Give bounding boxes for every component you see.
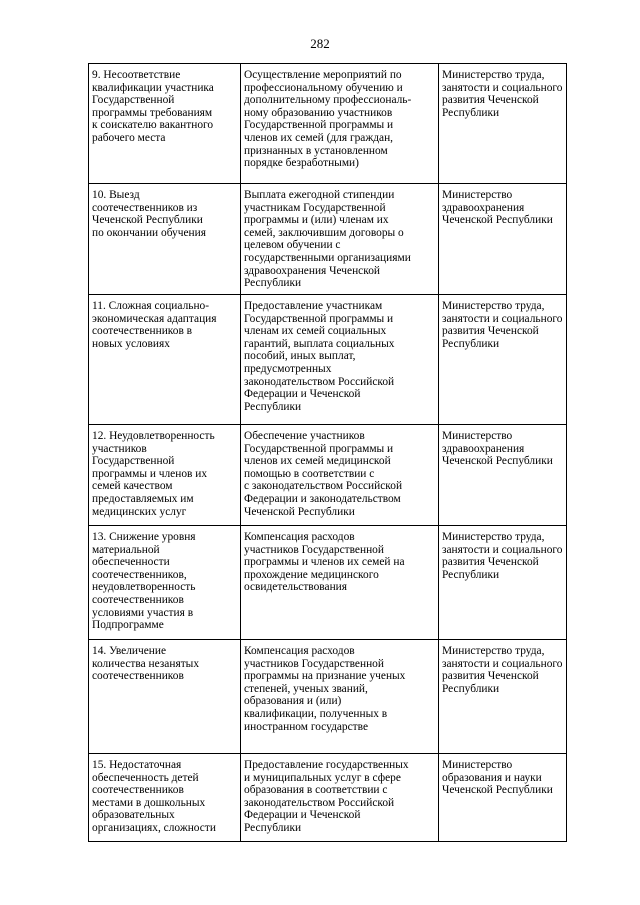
measure-cell (241, 295, 439, 425)
table-row (89, 640, 567, 754)
cell-text-line: с законодательством Российской (244, 480, 403, 493)
page-number: 282 (310, 36, 330, 51)
table-row (89, 526, 567, 640)
cell-text-line: Федерации и Чеченской (244, 809, 361, 822)
cell-text-line: 9. Несоответствие (92, 69, 181, 81)
cell-text-line: медицинских услуг (92, 505, 187, 518)
cell-text-line: к соискателю вакантного (92, 119, 214, 132)
cell-text-line: Чеченской Республики (442, 455, 553, 468)
cell-text-line: помощью в соответствии с (244, 467, 375, 480)
cell-text-line: Государственной программы и (244, 119, 394, 132)
cell-text-line: Министерство (442, 430, 513, 442)
cell-text-line: Государственной программы и (244, 312, 394, 325)
risk-cell (89, 295, 241, 425)
cell-text-line: Министерство труда, (442, 300, 545, 312)
cell-text-line: членов их семей медицинской (244, 455, 391, 468)
measure-cell (241, 64, 439, 184)
cell-text-line: новых условиях (92, 337, 170, 350)
cell-text-line: занятости и социального (442, 81, 563, 94)
cell-text-line: Республики (244, 277, 302, 290)
cell-text-line: развития Чеченской (442, 94, 539, 107)
cell-text-line: участников Государственной (244, 657, 384, 670)
executor-cell (439, 184, 567, 295)
table-row (89, 295, 567, 425)
cell-text-line: Федерации и Чеченской (244, 388, 361, 401)
cell-text-line: количества незанятых (92, 657, 200, 670)
cell-text-line: по окончании обучения (92, 226, 206, 239)
measure-cell (241, 640, 439, 754)
cell-text-line: прохождение медицинского (244, 568, 379, 581)
executor-cell (439, 425, 567, 526)
cell-text-line: Федерации и законодательством (244, 492, 401, 505)
cell-text-line: Республики (442, 337, 500, 350)
cell-text-line: Министерство труда, (442, 645, 545, 657)
cell-text-line: программы и членов их (92, 467, 208, 480)
cell-text-line: Подпрограмме (92, 619, 164, 632)
table-row (89, 64, 567, 184)
cell-text-line: здравоохранения (442, 201, 525, 214)
measure-cell (241, 526, 439, 640)
cell-text-line: организациях, сложности (92, 821, 216, 834)
cell-text-line: 12. Неудовлетворенность (92, 430, 215, 442)
cell-text-line: условиями участия в (92, 606, 194, 619)
risk-cell (89, 526, 241, 640)
cell-text-line: признанных в установленном (244, 144, 388, 157)
cell-text-line: местами в дошкольных (92, 796, 206, 809)
cell-text-line: образовательных (92, 809, 175, 822)
cell-text-line: семей качеством (92, 480, 173, 493)
cell-text-line: Чеченской Республики (92, 214, 203, 227)
cell-text-line: занятости и социального (442, 543, 563, 556)
cell-text-line: участников (92, 442, 147, 455)
cell-text-line: занятости и социального (442, 657, 563, 670)
cell-text-line: здравоохранения Чеченской (244, 264, 380, 277)
cell-text-line: степеней, ученых званий, (244, 682, 368, 695)
executor-cell (439, 526, 567, 640)
cell-text-line: предусмотренных (244, 362, 332, 375)
cell-text-line: обеспеченность детей (92, 771, 199, 784)
cell-text-line: Министерство труда, (442, 531, 545, 543)
cell-text-line: 15. Недостаточная (92, 759, 182, 771)
cell-text-line: Министерство труда, (442, 69, 545, 81)
cell-text-line: образования в соответствии с (244, 784, 388, 797)
cell-text-line: соотечественников (92, 670, 184, 683)
cell-text-line: развития Чеченской (442, 670, 539, 683)
cell-text-line: Министерство (442, 759, 513, 771)
cell-text-line: порядке безработными) (244, 157, 359, 170)
cell-text-line: иностранном государстве (244, 720, 369, 733)
cell-text-line: предоставляемых им (92, 492, 194, 505)
cell-text-line: 11. Сложная социально- (92, 300, 210, 312)
cell-text-line: Компенсация расходов (244, 645, 355, 657)
cell-text-line: занятости и социального (442, 312, 563, 325)
cell-text-line: соотечественников, (92, 568, 187, 581)
cell-text-line: Чеченской Республики (244, 505, 355, 518)
cell-text-line: программы и членов их семей на (244, 556, 405, 569)
cell-text-line: Республики (442, 568, 500, 581)
executor-cell (439, 754, 567, 842)
cell-text-line: семей, заключившим договоры о (244, 226, 404, 239)
cell-text-line: членам их семей социальных (244, 325, 387, 338)
executor-cell (439, 640, 567, 754)
risk-cell (89, 640, 241, 754)
cell-text-line: соотечественников (92, 593, 184, 606)
cell-text-line: программы на признание ученых (244, 670, 406, 683)
cell-text-line: целевом обучении с (244, 239, 341, 252)
table-row (89, 425, 567, 526)
cell-text-line: Осуществление мероприятий по (244, 69, 402, 81)
cell-text-line: Государственной (92, 94, 175, 107)
cell-text-line: 13. Снижение уровня (92, 531, 196, 543)
cell-text-line: Министерство (442, 189, 513, 201)
cell-text-line: гарантий, выплата социальных (244, 337, 395, 350)
risk-cell (89, 425, 241, 526)
cell-text-line: развития Чеченской (442, 325, 539, 338)
cell-text-line: экономическая адаптация (92, 312, 217, 325)
cell-text-line: участникам Государственной (244, 201, 386, 214)
cell-text-line: Республики (442, 106, 500, 119)
cell-text-line: государственными организациями (244, 251, 411, 264)
cell-text-line: освидетельствования (244, 581, 348, 594)
cell-text-line: квалификации участника (92, 81, 214, 94)
risk-cell (89, 754, 241, 842)
cell-text-line: профессиональному обучению и (244, 81, 403, 94)
cell-text-line: Предоставление участникам (244, 300, 383, 312)
cell-text-line: развития Чеченской (442, 556, 539, 569)
cell-text-line: Республики (244, 400, 302, 413)
cell-text-line: Чеченской Республики (442, 214, 553, 227)
cell-text-line: и муниципальных услуг в сфере (244, 771, 401, 784)
cell-text-line: обеспеченности (92, 556, 170, 569)
risk-cell (89, 184, 241, 295)
cell-text-line: законодательством Российской (244, 796, 395, 809)
table-row (89, 184, 567, 295)
cell-text-line: рабочего места (92, 131, 166, 144)
executor-cell (439, 64, 567, 184)
table-row (89, 754, 567, 842)
cell-text-line: образования и (или) (244, 695, 342, 708)
measure-cell (241, 754, 439, 842)
cell-text-line: образования и науки (442, 771, 542, 784)
cell-text-line: Государственной (92, 455, 175, 468)
measure-cell (241, 184, 439, 295)
cell-text-line: членов их семей (для граждан, (244, 131, 394, 144)
cell-text-line: 14. Увеличение (92, 645, 167, 657)
cell-text-line: участников Государственной (244, 543, 384, 556)
measure-cell (241, 425, 439, 526)
cell-text-line: Чеченской Республики (442, 784, 553, 797)
cell-text-line: программы и (или) членам их (244, 214, 389, 227)
cell-text-line: здравоохранения (442, 442, 525, 455)
cell-text-line: дополнительному профессиональ- (244, 94, 412, 107)
risk-cell (89, 64, 241, 184)
cell-text-line: пособий, иных выплат, (244, 350, 356, 363)
cell-text-line: неудовлетворенность (92, 581, 196, 594)
cell-text-line: Обеспечение участников (244, 430, 365, 442)
program-risk-table (88, 63, 567, 842)
cell-text-line: Республики (244, 821, 302, 834)
cell-text-line: квалификации, полученных в (244, 707, 388, 720)
cell-text-line: Компенсация расходов (244, 531, 355, 543)
cell-text-line: соотечественников в (92, 325, 193, 338)
cell-text-line: Республики (442, 682, 500, 695)
cell-text-line: законодательством Российской (244, 375, 395, 388)
cell-text-line: 10. Выезд (92, 189, 140, 201)
executor-cell (439, 295, 567, 425)
cell-text-line: соотечественников (92, 784, 184, 797)
cell-text-line: материальной (92, 543, 160, 556)
cell-text-line: соотечественников из (92, 201, 198, 214)
cell-text-line: Выплата ежегодной стипендии (244, 189, 395, 201)
cell-text-line: программы требованиям (92, 106, 213, 119)
cell-text-line: Предоставление государственных (244, 759, 409, 771)
cell-text-line: ному образованию участников (244, 106, 393, 119)
cell-text-line: Государственной программы и (244, 442, 394, 455)
